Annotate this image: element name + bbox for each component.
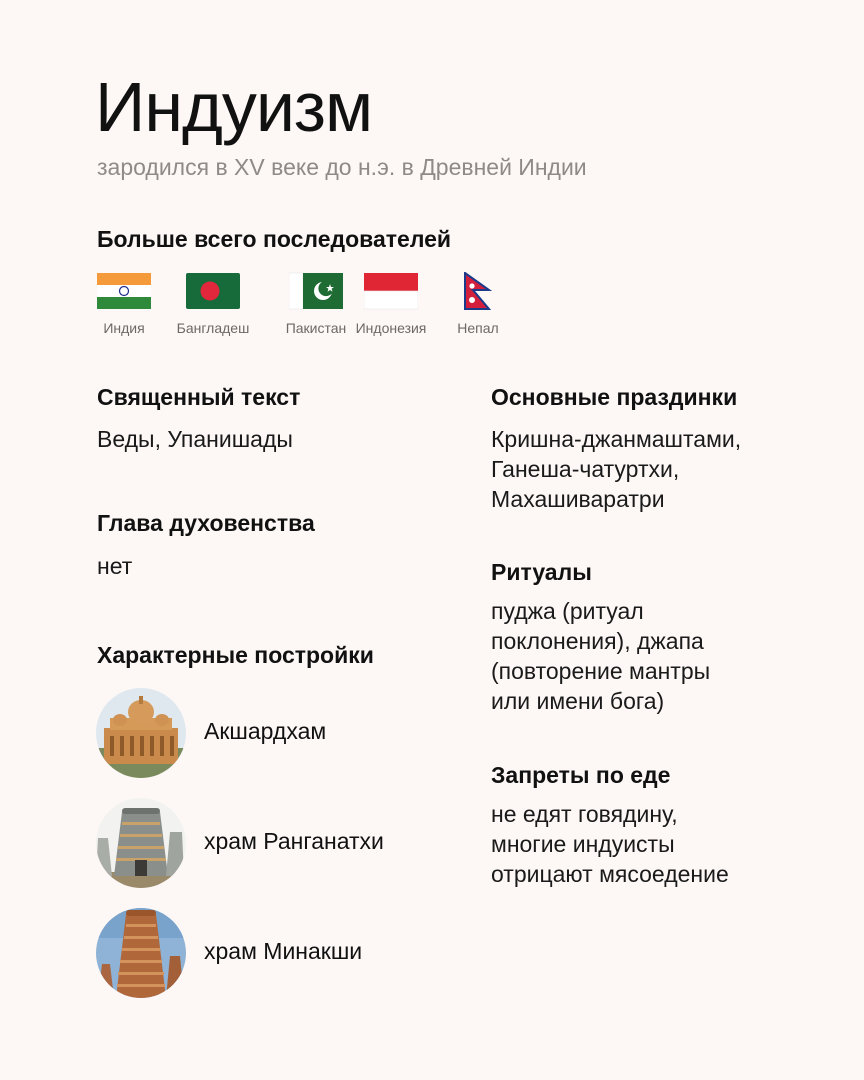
rituals-heading: Ритуалы [491, 559, 592, 585]
bangladesh-flag-icon [186, 272, 240, 310]
india-flag-icon [97, 272, 151, 310]
building-ranganathaswamy [96, 798, 456, 888]
akshardham-image [96, 688, 186, 778]
pakistan-flag-icon [289, 272, 343, 310]
building-label: Акшардхам [204, 718, 327, 744]
clergy-heading: Глава духовенства [97, 510, 315, 536]
country-label: Бангладеш [176, 320, 250, 336]
building-meenakshi [96, 908, 456, 998]
holiday-line: Махашиваратри [491, 486, 665, 512]
building-label: храм Минакши [204, 938, 363, 964]
country-indonesia [348, 272, 434, 336]
followers-flags [96, 272, 516, 342]
country-bangladesh [170, 272, 256, 336]
ritual-line: или имени бога) [491, 688, 665, 714]
ranganathaswamy-image [96, 798, 186, 888]
country-nepal [448, 272, 508, 336]
country-label: Индия [103, 320, 145, 336]
holidays-heading: Основные праздинки [491, 384, 738, 410]
food-line: не едят говядину, [491, 801, 678, 827]
holidays-list [491, 424, 741, 514]
sacred-text-value: Веды, Упанишады [97, 426, 293, 452]
followers-heading: Больше всего последователей [97, 226, 452, 252]
country-label: Непал [457, 320, 499, 336]
buildings-heading: Характерные постройки [97, 642, 374, 668]
food-line: многие индуисты [491, 831, 675, 857]
page-title: Индуизм [95, 68, 373, 146]
food-heading: Запреты по еде [491, 762, 671, 788]
rituals-text [491, 596, 710, 716]
meenakshi-image [96, 908, 186, 998]
country-label: Пакистан [285, 320, 347, 336]
holiday-line: Ганеша-чатуртхи, [491, 456, 680, 482]
ritual-line: поклонения), джапа [491, 628, 704, 654]
food-line: отрицают мясоедение [491, 861, 729, 887]
ritual-line: пуджа (ритуал [491, 598, 644, 624]
ritual-line: (повторение мантры [491, 658, 711, 684]
page-subtitle: зародился в XV веке до н.э. в Древней Индии [97, 154, 587, 180]
building-akshardham [96, 688, 456, 778]
food-text [491, 799, 729, 889]
nepal-flag-icon [463, 272, 493, 310]
holiday-line: Кришна-джанмаштами, [491, 426, 742, 452]
building-label: храм Ранганатхи [204, 828, 384, 854]
country-label: Индонезия [355, 320, 427, 336]
clergy-value: нет [97, 553, 133, 579]
indonesia-flag-icon [364, 272, 418, 310]
sacred-text-heading: Священный текст [97, 384, 301, 410]
country-india [96, 272, 152, 336]
